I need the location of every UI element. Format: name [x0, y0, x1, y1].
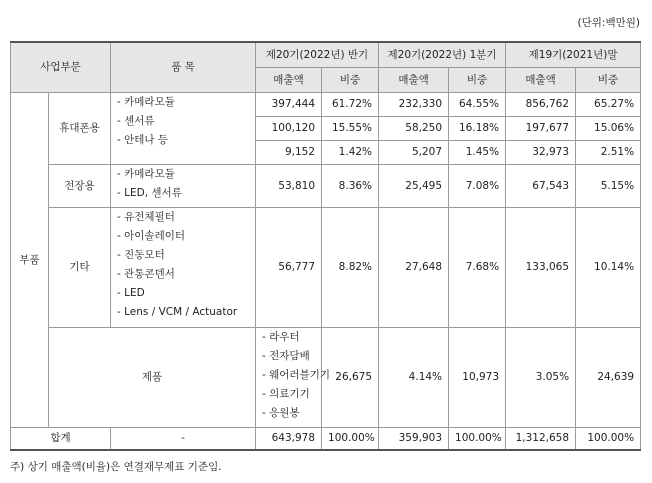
others-label: 기타 — [49, 207, 111, 327]
value-cell: 8.82% — [322, 207, 379, 327]
components-label: 부품 — [11, 92, 49, 427]
total-product: - — [111, 427, 256, 450]
list-item: - Lens / VCM / Actuator — [117, 305, 238, 318]
period-header: 제20기(2022년) 반기 — [256, 42, 379, 67]
footnote: 주) 상기 매출액(비율)은 연결재무제표 기준임. — [10, 461, 222, 473]
table-row — [11, 207, 641, 327]
list-item: - 관통콘덴서 — [117, 267, 175, 280]
list-item: - 응원봉 — [262, 406, 300, 419]
value-cell: 856,762 — [506, 92, 576, 116]
automotive-items — [111, 164, 256, 207]
list-item: - 센서류 — [117, 114, 155, 127]
value-cell: 7.68% — [449, 207, 506, 327]
ratio-header: 비중 — [322, 67, 379, 92]
value-cell: 10.14% — [576, 207, 641, 327]
value-cell: 25,495 — [379, 164, 449, 207]
total-cell: 100.00% — [449, 427, 506, 450]
list-item: - 의료기기 — [262, 387, 310, 400]
sales-header: 매출액 — [379, 67, 449, 92]
sales-header: 매출액 — [506, 67, 576, 92]
list-item: - 웨어러블기기 — [262, 368, 330, 381]
value-cell: 61.72% — [322, 92, 379, 116]
value-cell: 197,677 — [506, 116, 576, 140]
ratio-header: 비중 — [576, 67, 641, 92]
value-cell: 133,065 — [506, 207, 576, 327]
value-cell: 56,777 — [256, 207, 322, 327]
list-item: - 카메라모듈 — [117, 167, 175, 180]
value-cell: 26,675 — [322, 327, 379, 427]
value-cell: 397,444 — [256, 92, 322, 116]
total-cell: 100.00% — [322, 427, 379, 450]
mobile-label: 휴대폰용 — [49, 92, 111, 164]
value-cell: 65.27% — [576, 92, 641, 116]
value-cell: 64.55% — [449, 92, 506, 116]
table-row — [11, 327, 641, 427]
total-cell: 643,978 — [256, 427, 322, 450]
unit-label: (단위:백만원) — [577, 17, 640, 29]
value-cell: 15.55% — [322, 116, 379, 140]
value-cell: 10,973 — [449, 327, 506, 427]
table-row — [11, 92, 641, 116]
ratio-header: 비중 — [449, 67, 506, 92]
period-header: 제19기(2021년)말 — [506, 42, 641, 67]
total-label: 합계 — [11, 427, 111, 450]
value-cell: 53,810 — [256, 164, 322, 207]
value-cell: 9,152 — [256, 140, 322, 164]
products-items — [256, 327, 330, 427]
mobile-items — [111, 92, 256, 164]
value-cell: 16.18% — [449, 116, 506, 140]
header-row-periods — [11, 42, 641, 67]
value-cell: 24,639 — [576, 327, 641, 427]
sales-header: 매출액 — [256, 67, 322, 92]
revenue-table — [10, 41, 641, 451]
value-cell: 32,973 — [506, 140, 576, 164]
list-item: - LED, 센서류 — [117, 186, 182, 199]
value-cell: 58,250 — [379, 116, 449, 140]
list-item: - 라우터 — [262, 330, 300, 343]
list-item: - 유전체필터 — [117, 210, 175, 223]
value-cell: 3.05% — [506, 327, 576, 427]
value-cell: 5.15% — [576, 164, 641, 207]
value-cell: 8.36% — [322, 164, 379, 207]
value-cell: 27,648 — [379, 207, 449, 327]
list-item: - 아이솔레이터 — [117, 229, 185, 242]
value-cell: 2.51% — [576, 140, 641, 164]
value-cell: 1.45% — [449, 140, 506, 164]
list-item: - LED — [117, 286, 145, 299]
table-row — [11, 164, 641, 207]
value-cell: 5,207 — [379, 140, 449, 164]
segment-header: 사업부문 — [11, 42, 111, 92]
list-item: - 안테나 등 — [117, 133, 169, 146]
list-item: - 카메라모듈 — [117, 95, 175, 108]
list-item: - 전자담배 — [262, 349, 310, 362]
value-cell: 4.14% — [379, 327, 449, 427]
total-cell: 1,312,658 — [506, 427, 576, 450]
value-cell: 7.08% — [449, 164, 506, 207]
value-cell: 15.06% — [576, 116, 641, 140]
period-header: 제20기(2022년) 1분기 — [379, 42, 506, 67]
value-cell: 1.42% — [322, 140, 379, 164]
value-cell: 100,120 — [256, 116, 322, 140]
total-cell: 100.00% — [576, 427, 641, 450]
value-cell: 67,543 — [506, 164, 576, 207]
product-header: 품 목 — [111, 42, 256, 92]
list-item: - 진동모터 — [117, 248, 165, 261]
total-row — [11, 427, 641, 450]
value-cell: 232,330 — [379, 92, 449, 116]
others-items — [111, 207, 256, 327]
products-label: 제품 — [49, 327, 256, 427]
total-cell: 359,903 — [379, 427, 449, 450]
automotive-label: 전장용 — [49, 164, 111, 207]
